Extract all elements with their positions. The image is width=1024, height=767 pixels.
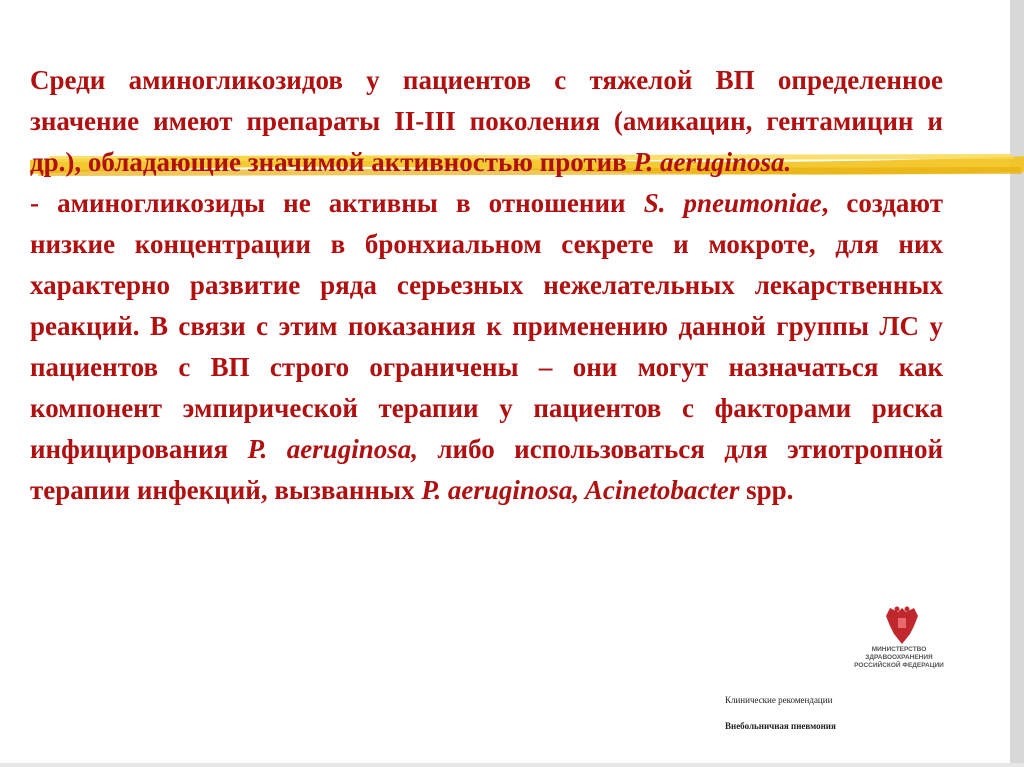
ministry-label xyxy=(834,646,964,670)
paragraph1-text: Среди аминогликозидов у пациентов с тяжелой ВП определенное значение имеют препараты II-III поколения (амикацин, гентамицин и др.), обладающие значимой активностью против xyxy=(30,65,943,177)
paragraph-aminoglycosides-severe xyxy=(30,60,943,183)
right-frame-border xyxy=(1010,0,1024,767)
ministry-line3: РОССИЙСКОЙ ФЕДЕРАЦИИ xyxy=(854,662,944,669)
footer-recommendations: Клинические рекомендации xyxy=(725,695,833,705)
paragraph2-italic-1: S. pneumoniae xyxy=(643,188,822,218)
paragraph2-text-2: , создают низкие концентрации в бронхиальном секрете и мокроте, для них характерно развитие ряда серьезных нежелательных лекарственных реакций. В связи с этим показания к применению данной группы ЛС у пациентов с ВП строго ограничены – они могут назначаться как компонент эмпирической терапии у пациентов с факторами риска инфицирования xyxy=(30,188,943,464)
paragraph2-italic-3: P. aeruginosa, Acinetobacter xyxy=(421,475,740,505)
bottom-frame-border xyxy=(0,763,1024,767)
footer-topic: Внебольничная пневмония xyxy=(725,721,836,731)
ministry-line1: МИНИСТЕРСТВО xyxy=(871,646,927,653)
paragraph-aminoglycosides-limitations xyxy=(30,183,943,511)
ministry-line2: ЗДРАВООХРАНЕНИЯ xyxy=(865,654,933,661)
paragraph2-text-1: - аминогликозиды не активны в отношении xyxy=(30,188,644,218)
paragraph2-italic-2: P. aeruginosa, xyxy=(247,434,418,464)
eagle-emblem-icon xyxy=(884,604,920,648)
paragraph2-text-3: либо использоваться для этиотропной терапии инфекций, вызванных xyxy=(30,434,944,505)
paragraph1-italic: P. aeruginosa. xyxy=(633,147,792,177)
paragraph2-text-4: spp. xyxy=(739,475,794,505)
main-text xyxy=(30,60,943,511)
